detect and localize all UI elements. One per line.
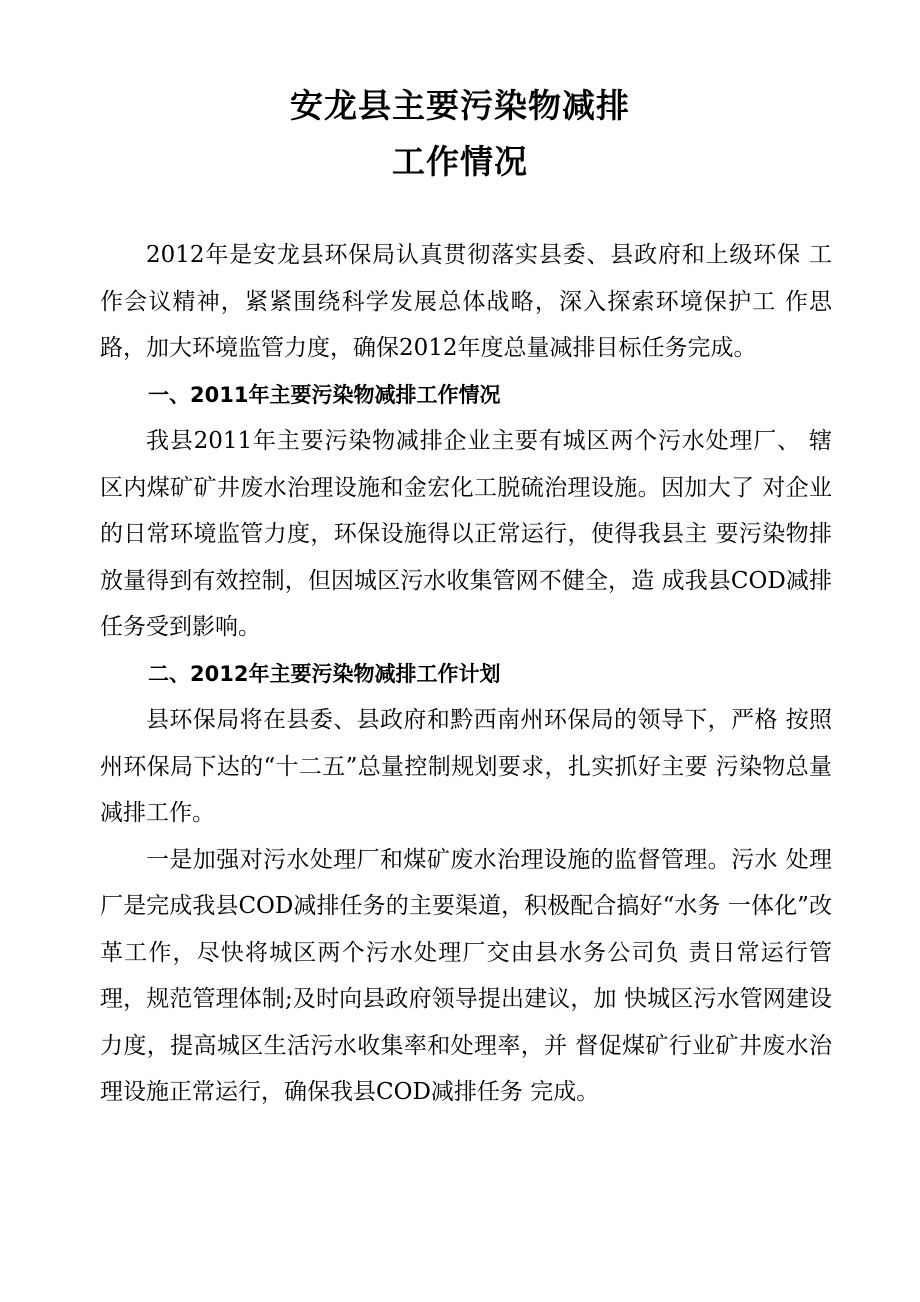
point-1-paragraph: 一是加强对污水处理厂和煤矿废水治理设施的监督管理。污水 处理厂是完成我县COD减排任务的主要渠道，积极配合搞好“水务 一体化”改革工作，尽快将城区两个污水处理厂交由县水务公司负 责日常运行管理，规范管理体制;及时向县政府领导提出建议，加 快城区污水管网建设力度，提高城区生活污水收集率和处理率，并 督促煤矿行业矿井废水治理设施正常运行，确保我县COD减排任务 完成。: [100, 846, 832, 1105]
title-line-2: 工作情况: [392, 142, 528, 181]
document-title: [0, 78, 920, 190]
section-2-paragraph: 县环保局将在县委、县政府和黔西南州环保局的领导下，严格 按照州环保局下达的“十二五”总量控制规划要求，扎实抓好主要 污染物总量减排工作。: [100, 707, 832, 826]
intro-paragraph: 2012年是安龙县环保局认真贯彻落实县委、县政府和上级环保 工作会议精神，紧紧围绕科学发展总体战略，深入探索环境保护工 作思路，加大环境监管力度，确保2012年度总量减排目标任务完成。: [100, 242, 832, 361]
title-line-1: 安龙县主要污染物减排: [290, 86, 630, 125]
document-body: [100, 232, 832, 1116]
section-2-heading: 二、2012年主要污染物减排工作计划: [148, 661, 501, 686]
section-1-paragraph: 我县2011年主要污染物减排企业主要有城区两个污水处理厂、 辖区内煤矿矿井废水治理设施和金宏化工脱硫治理设施。因加大了 对企业的日常环境监管力度，环保设施得以正常运行，使得我县主 要污染物排放量得到有效控制，但因城区污水收集管网不健全，造 成我县COD减排任务受到影响。: [100, 428, 832, 640]
section-1-heading: 一、2011年主要污染物减排工作情况: [148, 382, 501, 407]
